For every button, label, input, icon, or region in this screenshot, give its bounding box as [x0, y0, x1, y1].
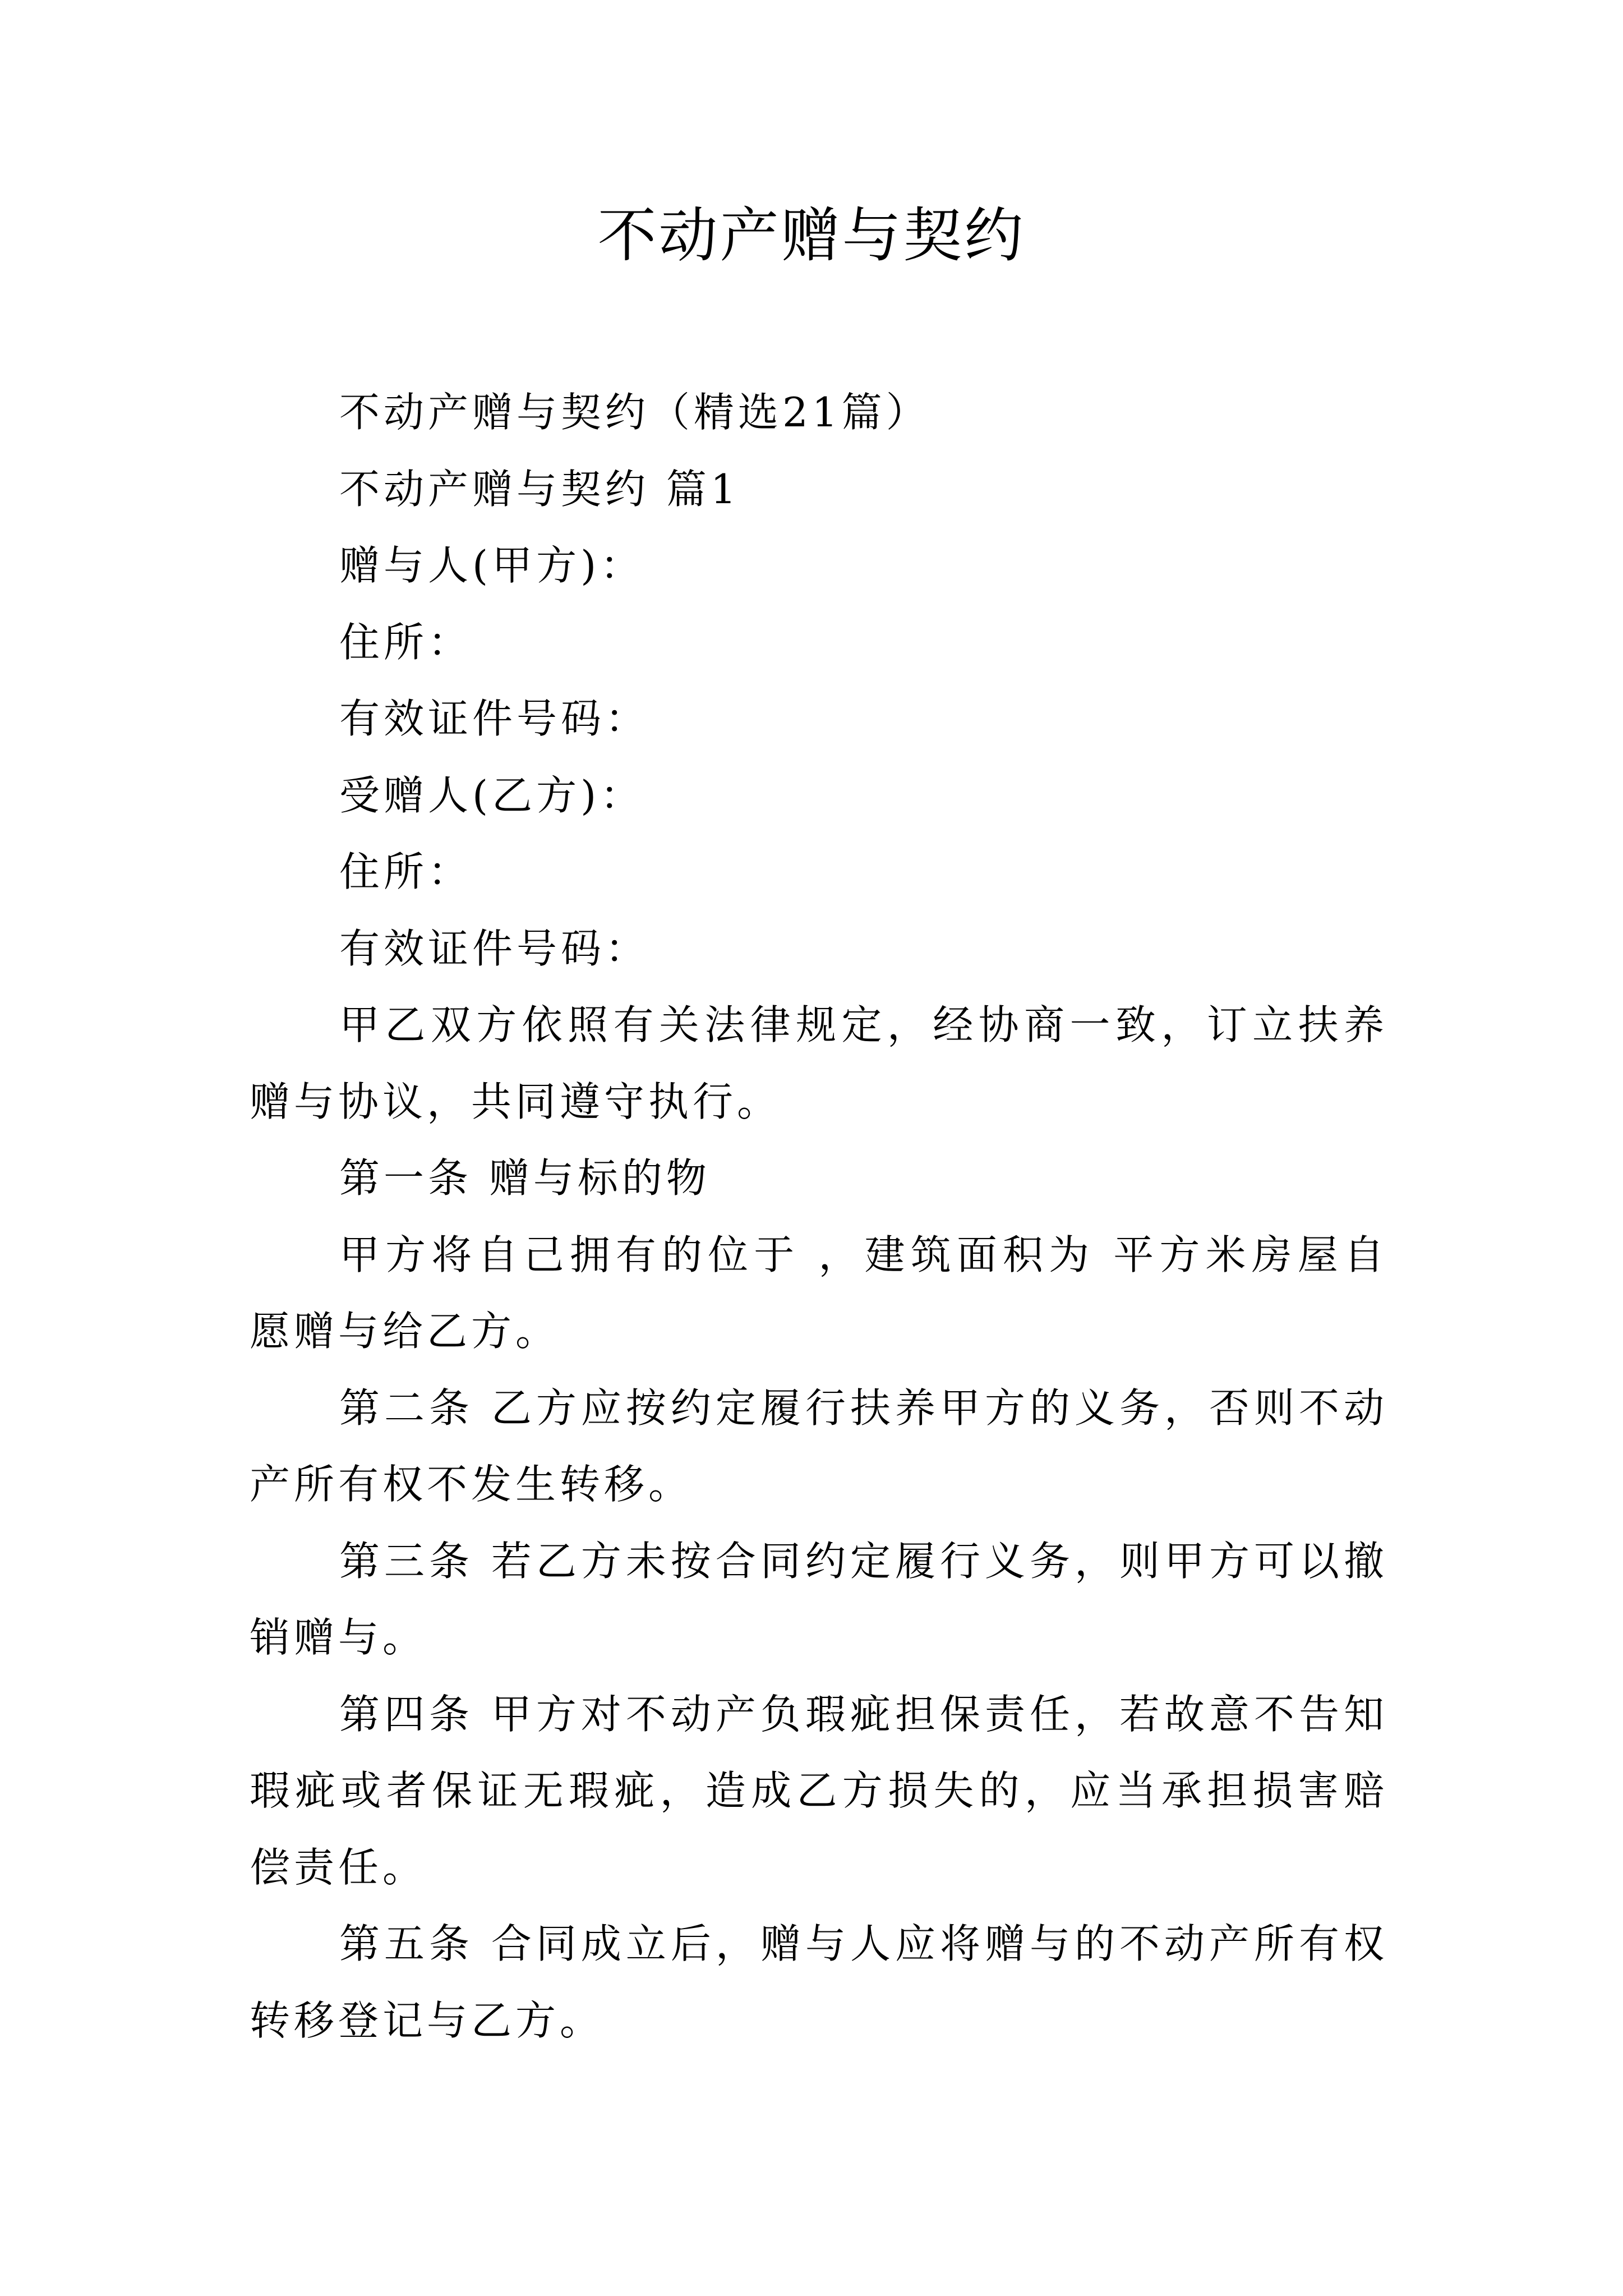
paragraph-subtitle: 不动产赠与契约（精选21篇） — [339, 389, 930, 436]
paragraph-article-2: 第二条 乙方应按约定履行扶养甲方的义务，否则不动产所有权不发生转移。 — [250, 1384, 1388, 1508]
paragraph-article-5: 第五条 合同成立后，赠与人应将赠与的不动产所有权转移登记与乙方。 — [250, 1920, 1388, 2044]
paragraph-donor-address: 住所： — [339, 618, 473, 666]
paragraph-donor: 赠与人(甲方)： — [339, 542, 645, 589]
paragraph-donee-address: 住所： — [339, 848, 473, 895]
paragraph-article-1-heading: 第一条 赠与标的物 — [339, 1154, 711, 1202]
paragraph-article-4: 第四条 甲方对不动产负瑕疵担保责任，若故意不告知瑕疵或者保证无瑕疵，造成乙方损失的，应当承担损害赔偿责任。 — [250, 1690, 1388, 1891]
paragraph-donee-id: 有效证件号码： — [339, 924, 650, 972]
paragraph-section-heading: 不动产赠与契约 篇1 — [339, 465, 740, 513]
document-title: 不动产赠与契约 — [597, 201, 1026, 270]
document-body — [250, 374, 1388, 2059]
paragraph-donor-id: 有效证件号码： — [339, 695, 650, 742]
paragraph-donee: 受赠人(乙方)： — [339, 771, 645, 819]
paragraph-preamble: 甲乙双方依照有关法律规定，经协商一致，订立扶养赠与协议，共同遵守执行。 — [250, 1001, 1388, 1125]
paragraph-article-3: 第三条 若乙方未按合同约定履行义务，则甲方可以撤销赠与。 — [250, 1537, 1388, 1661]
paragraph-article-1-body: 甲方将自己拥有的位于 ，建筑面积为 平方米房屋自愿赠与给乙方。 — [250, 1231, 1388, 1355]
